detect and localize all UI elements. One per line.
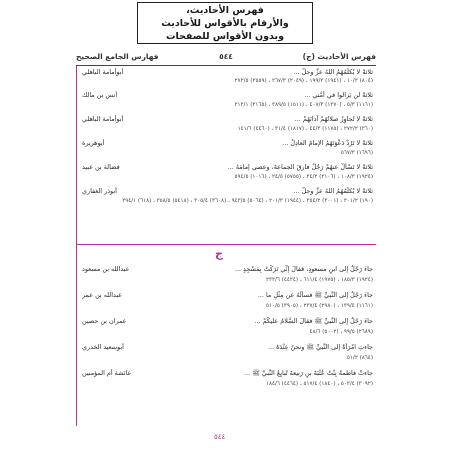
running-head-page: ٥٤٤ (219, 52, 233, 61)
hadith-refs: (٣٠٩٢) ٥٠٣/٤ ، (١٨٤٠) ٥١٧/٤ ، (٤٤٦٤) ١٨٤/٦ (266, 381, 373, 387)
hadith-narrator: فضالة بن عبيد (82, 163, 120, 171)
hadith-list-tha (82, 68, 373, 207)
hadith-entry (82, 187, 373, 207)
hadith-entry (82, 115, 373, 135)
hadith-entry (82, 91, 373, 111)
hadith-narrator: عبدالله بن مسعود (82, 265, 130, 273)
hadith-text: ثلاثةٌ لا يُكلِّمُهُمُ اللهُ عزَّ وجلَّ ... (293, 68, 373, 76)
hadith-narrator: أبوهريرة (82, 139, 105, 147)
section-letter: ج (215, 247, 223, 260)
index-title-line: والأرقام بالأقواس للأحاديث (161, 18, 289, 29)
hadith-text: ثلاثةٌ لن يَزالوا في أُمَّتي ... (304, 91, 373, 99)
margin-line (76, 66, 77, 426)
hadith-narrator: أبوذر الغفاري (82, 187, 117, 195)
hadith-entry (82, 317, 373, 339)
index-title-box (137, 2, 313, 44)
hadith-text: ثلاثةٌ لا تَسْأَلْ عنهُمْ رَجُلٌ فارقَ الجماعةَ، وعصى إمامَهُ ... (227, 163, 373, 171)
index-title-line: وبدون الأقواس للصفحات (165, 31, 285, 42)
hadith-text: جاءتِ امْرَأَةٌ إلى النَّبيِّ ﷺ ونحنُ عِنْدَهُ ... (267, 343, 373, 351)
hadith-refs: (٨٠٤) ١٠/٢ ، (١٩٤١) ١٩٩/٣ ، (٢٠٤٩) ٢٦٧/٣ ، (٣٥٥٩) ٢٧٣/٥ (234, 78, 373, 84)
hadith-narrator: أبوأمامة الباهلي (82, 68, 124, 76)
hadith-entry (82, 291, 373, 313)
hadith-text: جاءَ رَجُلٌ إلى النَّبيِّ ﷺ فقالَ السَّلامُ عليكُمْ ... (254, 317, 373, 325)
hadith-entry (82, 343, 373, 365)
hadith-refs: (١٦٩٦) ٥٦٧/٣ (340, 150, 373, 156)
hadith-entry (82, 369, 373, 391)
section-divider (76, 244, 376, 245)
hadith-narrator: أنس بن مالك (82, 91, 118, 99)
hadith-refs: (١٩٢٤) ١٨٥/٣ ، (١٩٧٥) ٦١١/٤ ، (٤٤٢٤) ٢٣٣/٦ (266, 277, 373, 283)
hadith-narrator: عبدالله بن عمر (82, 291, 123, 299)
hadith-refs: (١١٦١) ٥/٣ ، (١٣٧٠) ٤٠٧/٣ ، (١٥١١) ٣٨٩/٥ ، (٣١٦٥) ٣١٣/١ (234, 102, 373, 108)
hadith-narrator: عمران بن حصين (82, 317, 127, 325)
running-head-book: فهارس الجامع الصحيح (76, 52, 159, 61)
hadith-refs: (١٩٠) ٣٠١/٢ ، (٣٠٠١) ٣٥٤/٢ ، (١٩٤٤) ٢٠١/٣ ، (٥٠٦٤) ٩٤٣/٥ ، (٣٦٠٨) ٣٠٥/٤ ، (٥٤١٨) ٣٥٨/٥ ، (٦١٨) ٣٩٤/١ (122, 198, 373, 204)
header-rule (76, 65, 376, 66)
hadith-refs: (١٩٢٤) ١٠٨/٣ ، (٣١٠٦) ٣٤/٢ ، (٥٧٥٥) ٢٤/٥ ، (١٠١٦) ٥٩٤/٥ (234, 174, 373, 180)
hadith-list-jim (82, 265, 373, 391)
hadith-refs: (٢٦٨٩) ٩٩/٥ ، (٥٠٠٢) ٤٨/٦ (309, 329, 373, 335)
hadith-refs: (٨٦٤) ٥١/٢ (346, 355, 373, 361)
hadith-text: جاءتْ فاطمةُ بِنْتُ عُتْبَةَ بنِ رَبيعةَ تُبايِعُ النَّبيَّ ﷺ ... (244, 369, 373, 377)
hadith-narrator: عائشة أم المؤمنين (82, 369, 132, 377)
hadith-entry (82, 163, 373, 183)
hadith-text: ثلاثةٌ لا تَرُدُّ دَعْوَتَهُمُ الإمامُ العادِلُ ... (282, 139, 373, 147)
hadith-text: جاءَ رَجُلٌ إلى ابنِ مسعودٍ، فقالَ إنِّي تَرَكْتُ بِمَسْجِدٍ ... (234, 265, 373, 273)
running-head (76, 52, 376, 65)
hadith-refs: (٣٦٠) ٢٧٢/٢ ، (١١٧٥) ٤٤/٣ ، (١٨١٧) ٣١/٤ ، (٤٤٦٠) ١٤١/٦ (237, 126, 373, 132)
index-title-line: فهرس الأحاديث، (186, 5, 264, 16)
hadith-narrator: أبوأمامة الباهلي (82, 115, 124, 123)
page-number: ٥٤٤ (214, 433, 226, 441)
running-head-section: فهرس الأحاديث (ج) (302, 52, 376, 61)
hadith-text: ثلاثةٌ لا يُكلِّمُهُمُ اللهُ عزَّ وجلَّ ... (293, 187, 373, 195)
hadith-refs: (١١٦١) ١٣٩/٤ ، (٢٩٨٠) ٢٣٧/٤ ، (٣٩٠٥) ٥١٠/٥ (266, 303, 373, 309)
hadith-narrator: أبوسعيد الخدري (82, 343, 124, 351)
hadith-entry (82, 139, 373, 159)
hadith-text: جاءَ رَجُلٌ إلى النَّبيِّ ﷺ فسألَهُ عن مِثْلِ ما ... (257, 291, 373, 299)
hadith-text: ثلاثةٌ لا تُجاوِزُ صلاتُهُمْ آذانَهُمْ ... (294, 115, 373, 123)
hadith-entry (82, 68, 373, 87)
hadith-entry (82, 265, 373, 287)
